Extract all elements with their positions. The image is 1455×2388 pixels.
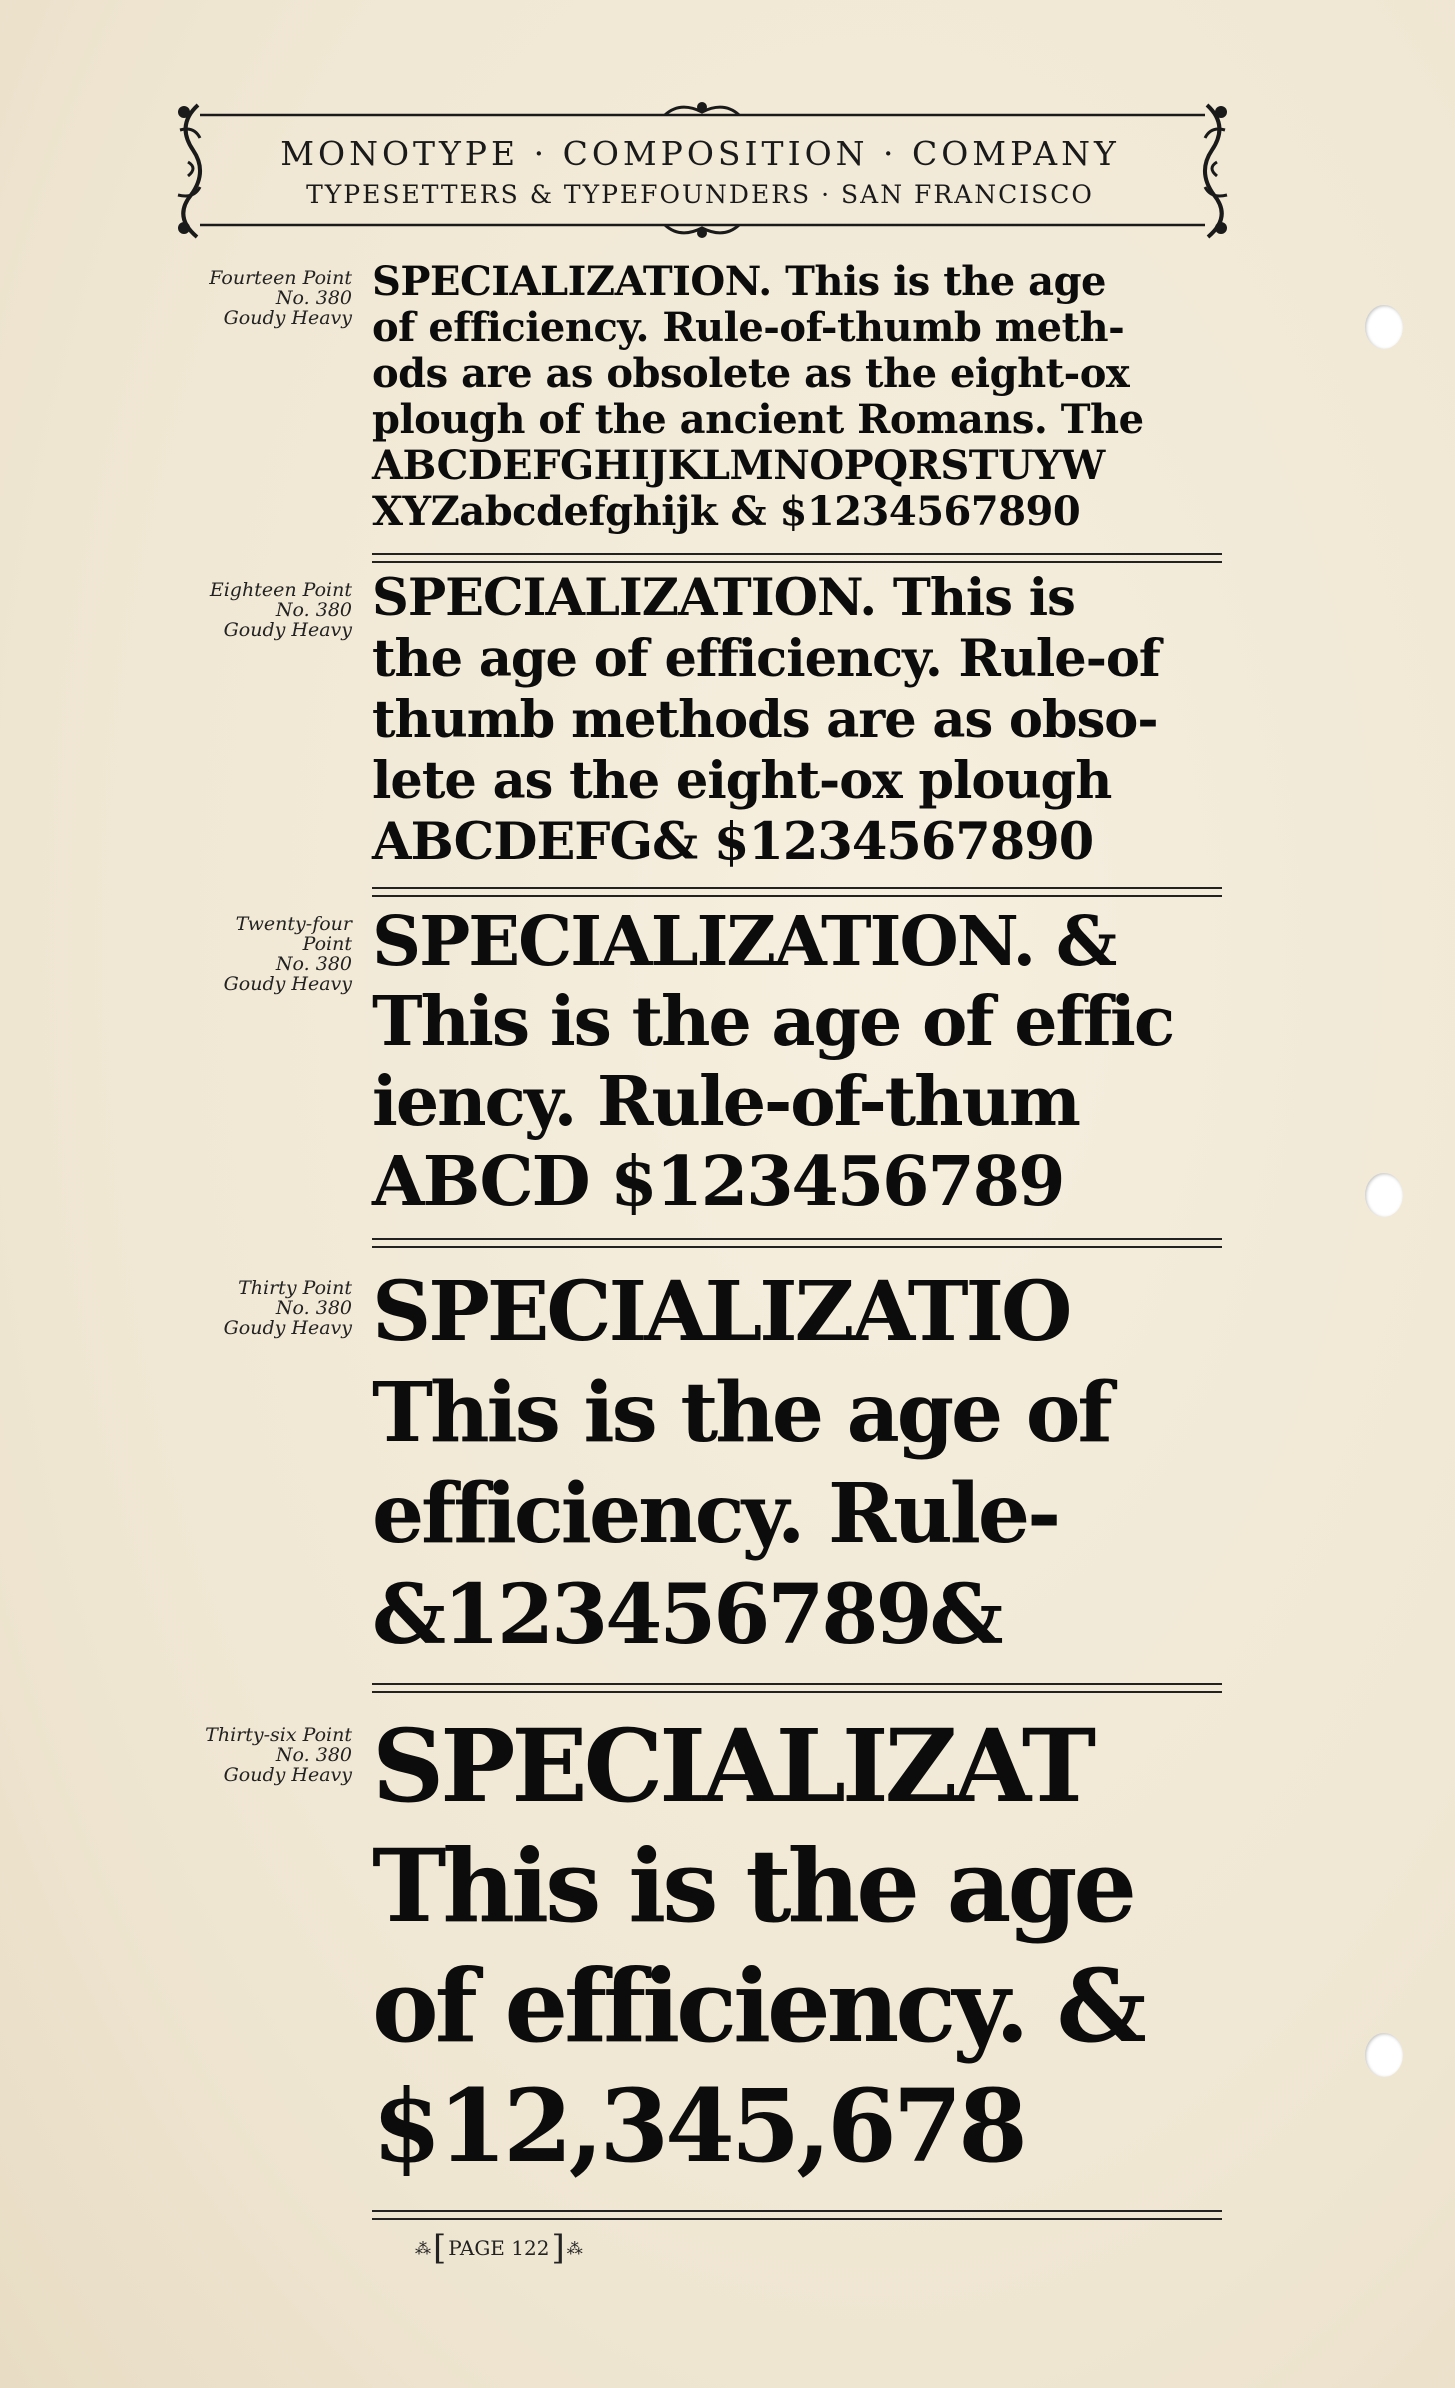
bracket-left-icon: [: [433, 2228, 447, 2268]
double-rule: [372, 553, 1222, 563]
specimen-line: This is the age: [372, 1827, 1133, 1945]
specimen-label: [130, 580, 352, 640]
specimen-line: SPECIALIZATION. &: [372, 902, 1116, 982]
label-typeface: Goudy Heavy: [223, 1764, 352, 1786]
label-number: No. 380: [275, 1744, 352, 1766]
page-number: PAGE 122: [448, 2236, 550, 2260]
specimen-line: ABCDEFG& $1234567890: [372, 812, 1094, 872]
label-size: Twenty-four: [235, 913, 352, 935]
specimen-line: This is the age of: [372, 1365, 1110, 1461]
specimen-line: This is the age of effic: [372, 982, 1174, 1062]
specimen-line: iency. Rule-of-thum: [372, 1062, 1079, 1142]
specimen-line: SPECIALIZATIO: [372, 1264, 1070, 1360]
label-size: Eighteen Point: [209, 579, 352, 601]
specimen-line: SPECIALIZATION. This is: [372, 568, 1075, 628]
label-typeface: Goudy Heavy: [223, 1317, 352, 1339]
binder-hole-middle: [1365, 1173, 1403, 1217]
label-typeface: Goudy Heavy: [223, 307, 352, 329]
binder-hole-top: [1365, 305, 1403, 349]
header-company-name: MONOTYPE · COMPOSITION · COMPANY: [280, 134, 1120, 173]
specimen-label: [130, 268, 352, 328]
label-typeface: Goudy Heavy: [223, 973, 352, 995]
specimen-line: SPECIALIZAT: [372, 1707, 1093, 1825]
specimen-line: XYZabcdefghijk & $1234567890: [372, 488, 1081, 535]
label-number: No. 380: [275, 953, 352, 975]
specimen-line: thumb methods are as obso-: [372, 690, 1158, 750]
specimen-line: lete as the eight-ox plough: [372, 751, 1112, 811]
bracket-right-icon: ]: [551, 2228, 565, 2268]
specimen-line: SPECIALIZATION. This is the age: [372, 258, 1106, 305]
specimen-line: ABCD $123456789: [372, 1142, 1064, 1222]
specimen-line: the age of efficiency. Rule-of: [372, 629, 1160, 689]
specimen-label: [130, 914, 352, 994]
label-size-unit: Point: [302, 933, 352, 955]
label-typeface: Goudy Heavy: [223, 619, 352, 641]
specimen-line: of efficiency. &: [372, 1947, 1143, 2065]
specimen-line: $12,345,678: [372, 2067, 1024, 2185]
ornament-right-icon: ⁂: [566, 2238, 583, 2258]
specimen-line: ABCDEFGHIJKLMNOPQRSTUYW: [372, 442, 1105, 489]
double-rule: [372, 887, 1222, 897]
specimen-line: plough of the ancient Romans. The: [372, 396, 1144, 443]
label-size: Fourteen Point: [209, 267, 352, 289]
label-number: No. 380: [275, 599, 352, 621]
specimen-label: [130, 1725, 352, 1785]
label-number: No. 380: [275, 287, 352, 309]
company-header: [170, 100, 1235, 240]
specimen-text-36pt: [372, 1706, 1222, 2186]
specimen-text-30pt: [372, 1262, 1222, 1666]
specimen-text-14pt: [372, 259, 1222, 535]
specimen-text-18pt: [372, 568, 1222, 873]
label-size: Thirty Point: [238, 1277, 352, 1299]
ornament-left-icon: ⁂: [415, 2238, 431, 2258]
specimen-label: [130, 1278, 352, 1338]
double-rule: [372, 1238, 1222, 1248]
specimen-line: efficiency. Rule-: [372, 1466, 1059, 1562]
header-subtitle: TYPESETTERS & TYPEFOUNDERS · SAN FRANCISCO: [306, 180, 1094, 209]
specimen-text-24pt: [372, 902, 1222, 1222]
double-rule: [372, 1683, 1222, 1693]
specimen-line: &123456789&: [372, 1567, 1001, 1663]
label-size: Thirty-six Point: [205, 1724, 352, 1746]
double-rule: [372, 2210, 1222, 2220]
specimen-line: of efficiency. Rule-of-thumb meth-: [372, 304, 1125, 351]
page-number-footer: [415, 2230, 583, 2266]
specimen-line: ods are as obsolete as the eight-ox: [372, 350, 1130, 397]
label-number: No. 380: [275, 1297, 352, 1319]
binder-hole-bottom: [1365, 2033, 1403, 2077]
